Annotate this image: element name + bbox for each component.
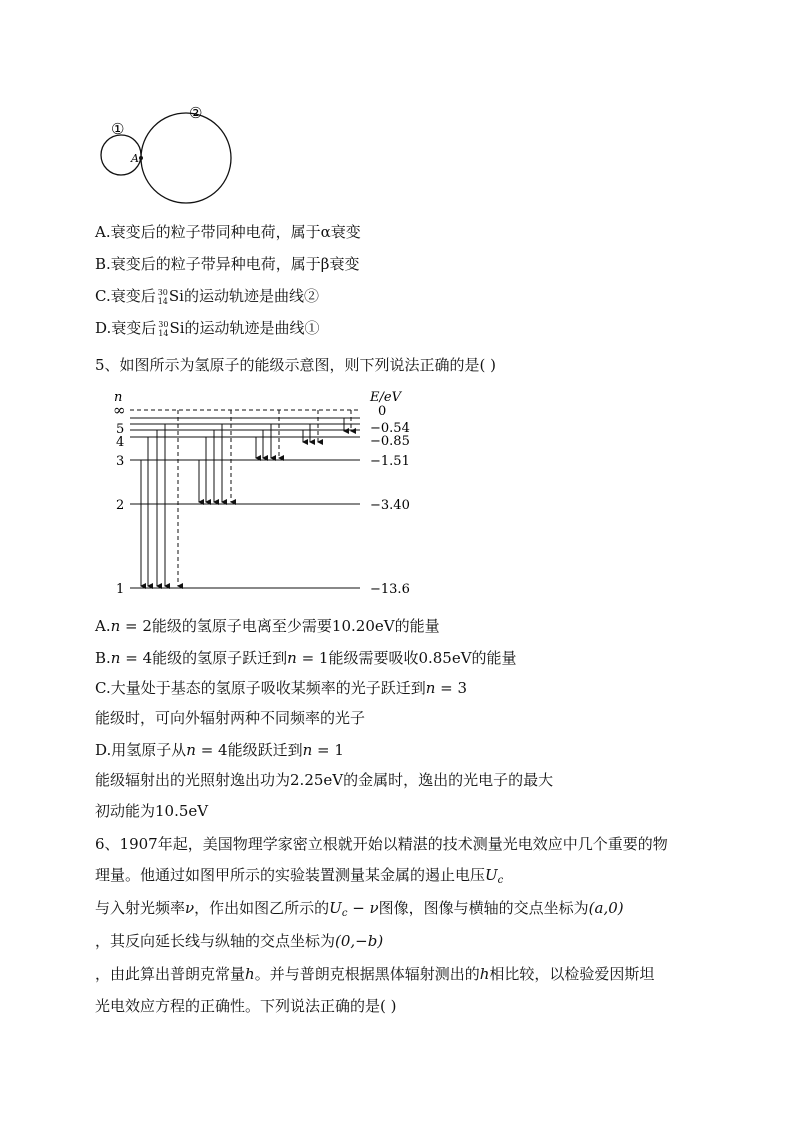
q5-option-b-letter: B. [95,649,111,667]
var-nu: ν [185,899,195,917]
charge-number: 14 [158,329,169,338]
level-n-2: 2 [116,498,125,513]
energy-level-diagram [0,385,794,615]
var-u-sub: c [341,908,348,919]
var-u-sub: c [497,875,504,886]
q4-option-a: A.衰变后的粒子带同种电荷，属于α衰变 [95,223,361,241]
q5-option-b-mid: = 4能级的氢原子跃迁到 [120,649,288,667]
q4-option-b: B.衰变后的粒子带异种电荷，属于β衰变 [95,255,360,273]
coord-0b: (0,−b) [335,932,384,950]
var-u: U [485,866,498,884]
var-n: n [425,679,436,697]
level-n-5: 5 [116,422,125,437]
coord-a0: (a,0) [588,899,624,917]
q5-option-c-text: C.大量处于基态的氢原子吸收某频率的光子跃迁到 [95,679,426,697]
level-n-1: 1 [116,582,125,597]
q6-line6: 光电效应方程的正确性。下列说法正确的是( ) [95,997,397,1015]
q5-option-d-text: D.用氢原子从 [95,741,187,759]
var-n: n [186,741,196,759]
q6-line4-pre: ，其反向延长线与纵轴的交点坐标为 [95,932,336,950]
q5-option-c-end: = 3 [435,679,468,697]
circle-2-label: ② [189,104,203,122]
e-axis-label: E/eV [370,390,401,405]
var-n: n [110,649,121,667]
n-axis-label: n [114,390,123,405]
graph-nu: − ν [347,899,379,917]
level-energy-inf: 0 [378,404,387,419]
q6-line3 [95,898,624,924]
var-h: h [479,965,490,983]
decay-track-figure [0,0,794,215]
level-n-4: 4 [116,435,125,450]
q4-option-d [95,318,320,338]
q4-option-c-post: Si的运动轨迹是曲线② [168,287,319,305]
q5-option-d-line2: 能级辐射出的光照射逸出功为2.25eV的金属时，逸出的光电子的最大 [95,771,554,789]
q4-option-d-post: Si的运动轨迹是曲线① [169,319,320,337]
q5-option-a [95,616,440,636]
circle-1-label: ① [111,120,125,138]
q6-line5-post: 相比较，以检验爱因斯坦 [489,965,655,983]
q5-option-c-line2: 能级时，可向外辐射两种不同频率的光子 [95,709,366,727]
q5-option-b [95,648,517,668]
q6-line3-pre: 与入射光频率 [95,899,186,917]
q5-option-d-end: = 1 [312,741,344,759]
mass-number: 30 [158,320,169,329]
q4-option-c [95,286,319,306]
silicon-nuclide-d [158,320,168,338]
level-energy-2: −3.40 [370,498,410,513]
silicon-nuclide-c [158,288,168,306]
q5-option-a-letter: A. [95,617,111,635]
var-n: n [287,649,297,667]
level-n-3: 3 [116,454,125,469]
q4-option-d-pre: D.衰变后 [95,319,157,337]
q6-line4 [95,931,383,951]
q5-option-a-text: = 2能级的氢原子电离至少需要10.20eV的能量 [120,617,440,635]
q6-line1: 6、1907年起，美国物理学家密立根就开始以精湛的技术测量光电效应中几个重要的物 [95,835,668,853]
level-energy-5: −0.54 [370,421,410,436]
level-n-inf: ∞ [113,401,126,419]
point-a-dot [139,156,143,160]
var-n: n [302,741,313,759]
q6-line3-post: 图像，图像与横轴的交点坐标为 [378,899,589,917]
var-u: U [329,899,342,917]
q6-line5-pre: ，由此算出普朗克常量 [95,965,246,983]
level-energy-3: −1.51 [370,454,410,469]
track-circle-2 [141,113,231,203]
q5-stem: 5、如图所示为氢原子的能级示意图，则下列说法正确的是( ) [95,356,497,374]
q6-line5-mid: 。并与普朗克根据黑体辐射测出的 [254,965,480,983]
q5-option-d-line1 [95,740,344,760]
q6-line2-text: 理量。他通过如图甲所示的实验装置测量某金属的遏止电压 [95,866,486,884]
q5-option-d-mid: = 4能级跃迁到 [195,741,303,759]
q5-option-d-line3: 初动能为10.5eV [95,802,209,820]
level-energy-1: −13.6 [370,582,410,597]
q6-line5 [95,964,654,984]
level-energy-4: −0.85 [370,434,410,449]
q5-option-c-line1 [95,678,467,698]
var-h: h [245,965,255,983]
point-a-label: A [131,152,139,165]
q6-line2 [95,865,503,891]
q5-option-b-text: = 1能级需要吸收0.85eV的能量 [296,649,517,667]
mass-number: 30 [157,288,168,297]
q6-line3-mid: ，作出如图乙所示的 [194,899,330,917]
var-n: n [110,617,121,635]
q4-option-c-pre: C.衰变后 [95,287,156,305]
charge-number: 14 [157,297,168,306]
